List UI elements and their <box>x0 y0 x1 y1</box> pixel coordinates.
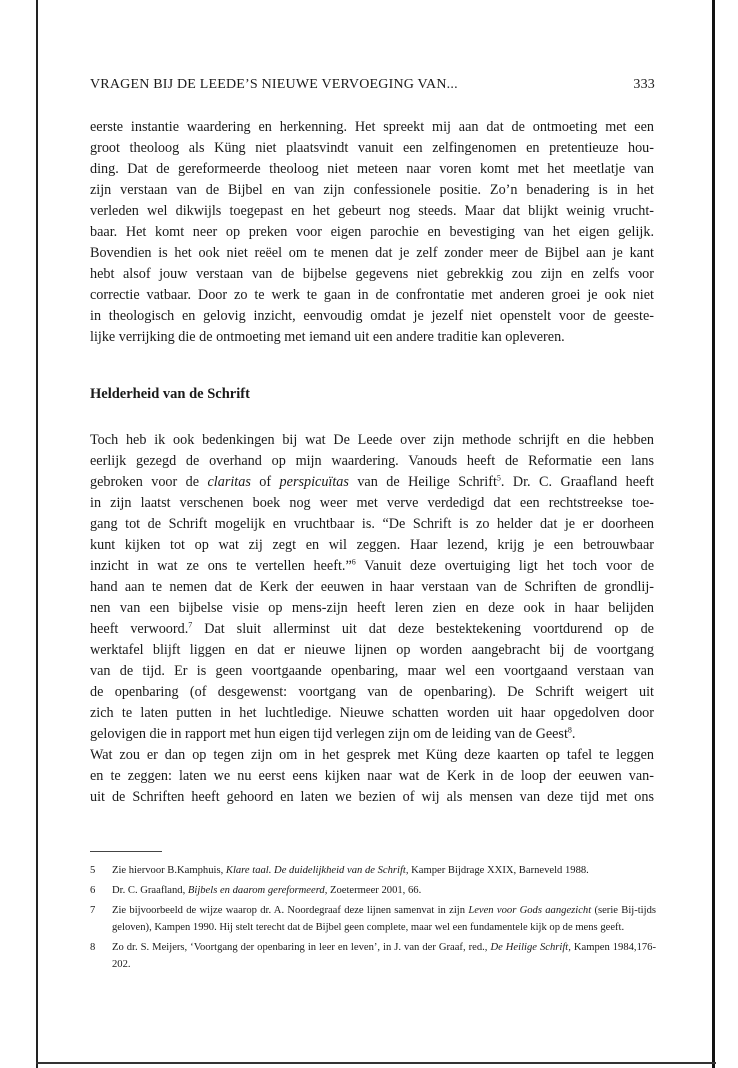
italic-term: claritas <box>207 474 251 490</box>
text-run: gelovigen die in rapport met hun eigen tijd verlegen zijn om de leiding van de Geest <box>90 726 568 742</box>
text-line: Wat zou er dan op tegen zijn om in het gesprek met Küng deze kaarten op tafel te leggen <box>90 747 654 763</box>
page-right-edge <box>712 0 715 1068</box>
text-run: . <box>571 726 576 742</box>
italic-title: Leven voor Gods aangezicht <box>468 905 592 916</box>
text-line: nen van een bijbelse visie op mens-zijn heeft leren zien en deze ook in haar belijden <box>90 600 654 616</box>
text-run: heeft verwoord. <box>90 621 189 637</box>
text-run: inzicht in wat ze ons te vertellen heeft.” <box>90 558 352 574</box>
text-line: werktafel blijft liggen en dat er nieuwe lijnen op worden aangebracht bij de voortgang <box>90 642 654 658</box>
text-line: van de tijd. Er is geen voortgaande openbaring, maar wel een voortgaand verstaan van <box>90 663 654 679</box>
text-run: (serie Bij-tijds geloven), Kampen 1990. Hij stelt terecht dat de Bijbel geen complete, maar wel een fundamentele kijk op de mens geeft. <box>112 905 656 933</box>
footnotes <box>90 862 656 976</box>
footnote-5 <box>90 862 656 879</box>
text-line: verleden wel dikwijls toegepast en het gebeurt nog steeds. Maar dat blijkt weinig vrucht- <box>90 203 654 219</box>
text-line: correctie vatbaar. Door zo te werk te gaan in de confrontatie met anderen groei je ook niet <box>90 287 654 303</box>
text-run: Dat sluit allerminst uit dat deze bestektekening voortdurend op de <box>192 621 654 637</box>
text-line: ding. Dat de gereformeerde theoloog niet meteen naar voren komt met het meetlatje van <box>90 161 654 177</box>
footnote-ref[interactable]: 7 <box>188 620 193 630</box>
footnote-text <box>112 902 656 936</box>
text-line: en te zeggen: laten we nu eerst eens kijken naar wat de Kerk in de loop der eeuwen van- <box>90 768 654 784</box>
text-line <box>90 724 654 745</box>
text-line: groot theoloog als Küng niet plaatsvindt vanuit een zelfingenomen en pretentieuze hou- <box>90 140 654 156</box>
italic-title: De Heilige Schrift, <box>490 942 571 953</box>
text-run: of <box>250 474 280 490</box>
footnote-separator <box>90 851 162 852</box>
running-title: VRAGEN BIJ DE LEEDE’S NIEUWE VERVOEGING VAN... <box>90 77 458 92</box>
section-heading: Helderheid van de Schrift <box>90 386 250 402</box>
text-line: uit de Schriften heeft gehoord en laten we bezien of wij als mensen van deze tijd met ons <box>90 789 654 805</box>
text-line: hand aan te nemen dat de Kerk der eeuwen in haar verstaan van de Schriften de grondlij- <box>90 579 654 595</box>
text-run: . Dr. C. Graafland heeft <box>500 474 654 490</box>
text-run: Zo dr. S. Meijers, ‘Voortgang der openbaring in leer en leven’, in J. van der Graaf, red., <box>112 942 491 953</box>
text-line: eerlijk gezegd de overhand op mijn waardering. Vanouds heeft de Reformatie een lans <box>90 453 654 469</box>
footnote-text <box>112 939 656 973</box>
text-line: eerste instantie waardering en herkenning. Het spreekt mij aan dat de ontmoeting met een <box>90 119 654 135</box>
footnote-number: 7 <box>90 905 96 916</box>
text-line: in zijn laatst verschenen boek nog weer met verve verdedigd dat een rechtstreekse toe- <box>90 495 654 511</box>
text-line <box>90 556 654 577</box>
footnote-6 <box>90 882 656 899</box>
text-line: in theologisch en gelovig inzicht, eenvoudig omdat je jezelf niet openstelt voor de geeste- <box>90 308 654 324</box>
text-line <box>90 619 654 640</box>
page-left-edge <box>36 0 38 1068</box>
text-run: Zoetermeer 2001, 66. <box>327 885 422 896</box>
italic-term: perspicuïtas <box>279 474 349 490</box>
page-number: 333 <box>633 77 655 92</box>
text-line: gang tot de Schrift mogelijk en vruchtbaar is. “De Schrift is zo helder dat je er doorheen <box>90 516 654 532</box>
footnote-8 <box>90 939 656 973</box>
footnote-ref[interactable]: 8 <box>567 725 572 735</box>
text-run: Kampen 1984,176-202. <box>112 942 656 970</box>
text-line: de openbaring (of desgewenst: voortgang van de openbaring). De Schrift weigert uit <box>90 684 654 700</box>
footnote-ref[interactable]: 6 <box>351 557 356 567</box>
running-header <box>90 77 655 93</box>
text-line: Toch heb ik ook bedenkingen bij wat De Leede over zijn methode schrijft en die hebben <box>90 432 654 448</box>
italic-title: Klare taal. De duidelijkheid van de Schrift, <box>225 865 409 876</box>
footnote-ref[interactable]: 5 <box>496 473 501 483</box>
footnote-number: 5 <box>90 865 96 876</box>
italic-title: Bijbels en daarom gereformeerd, <box>187 885 328 896</box>
footnote-text <box>112 862 656 879</box>
text-line <box>90 472 654 493</box>
text-run: gebroken voor de <box>90 474 208 490</box>
text-run: Dr. C. Graafland, <box>112 885 188 896</box>
text-line: lijke verrijking die de ontmoeting met iemand uit een andere traditie kan opleveren. <box>90 329 565 345</box>
text-line: Bovendien is het ook niet reëel om te menen dat je zelf zonder meer de Bijbel aan je kant <box>90 245 654 261</box>
text-run: Zie bijvoorbeeld de wijze waarop dr. A. Noordegraaf deze lijnen samenvat in zijn <box>112 905 469 916</box>
footnote-7 <box>90 902 656 936</box>
text-run: Kamper Bijdrage XXIX, Barneveld 1988. <box>408 865 589 876</box>
text-run: Vanuit deze overtuiging ligt het toch voor de <box>355 558 654 574</box>
text-line: zich te laten putten in het luchtledige. Nieuwe schatten worden uit haar opgedolven door <box>90 705 654 721</box>
paragraph-2 <box>90 430 654 808</box>
footnote-number: 8 <box>90 942 96 953</box>
page-bottom-edge <box>36 1062 716 1064</box>
text-line: hebt alsof jouw verstaan van de bijbelse gegevens niet gebrekkig zou zijn en zelfs voor <box>90 266 654 282</box>
footnote-text <box>112 882 656 899</box>
text-line: zijn verstaan van de Bijbel en van zijn confessionele positie. Zo’n benadering is in het <box>90 182 654 198</box>
paragraph-1 <box>90 117 654 348</box>
text-run: van de Heilige Schrift <box>348 474 497 490</box>
footnote-number: 6 <box>90 885 96 896</box>
text-line: kunt kijken tot op wat zij zegt en wil zeggen. Haar lezend, krijg je een betrouwbaar <box>90 537 654 553</box>
text-run: Zie hiervoor B.Kamphuis, <box>112 865 226 876</box>
text-line: baar. Het komt neer op preken voor eigen parochie en bevestiging van het eigen gelijk. <box>90 224 654 240</box>
